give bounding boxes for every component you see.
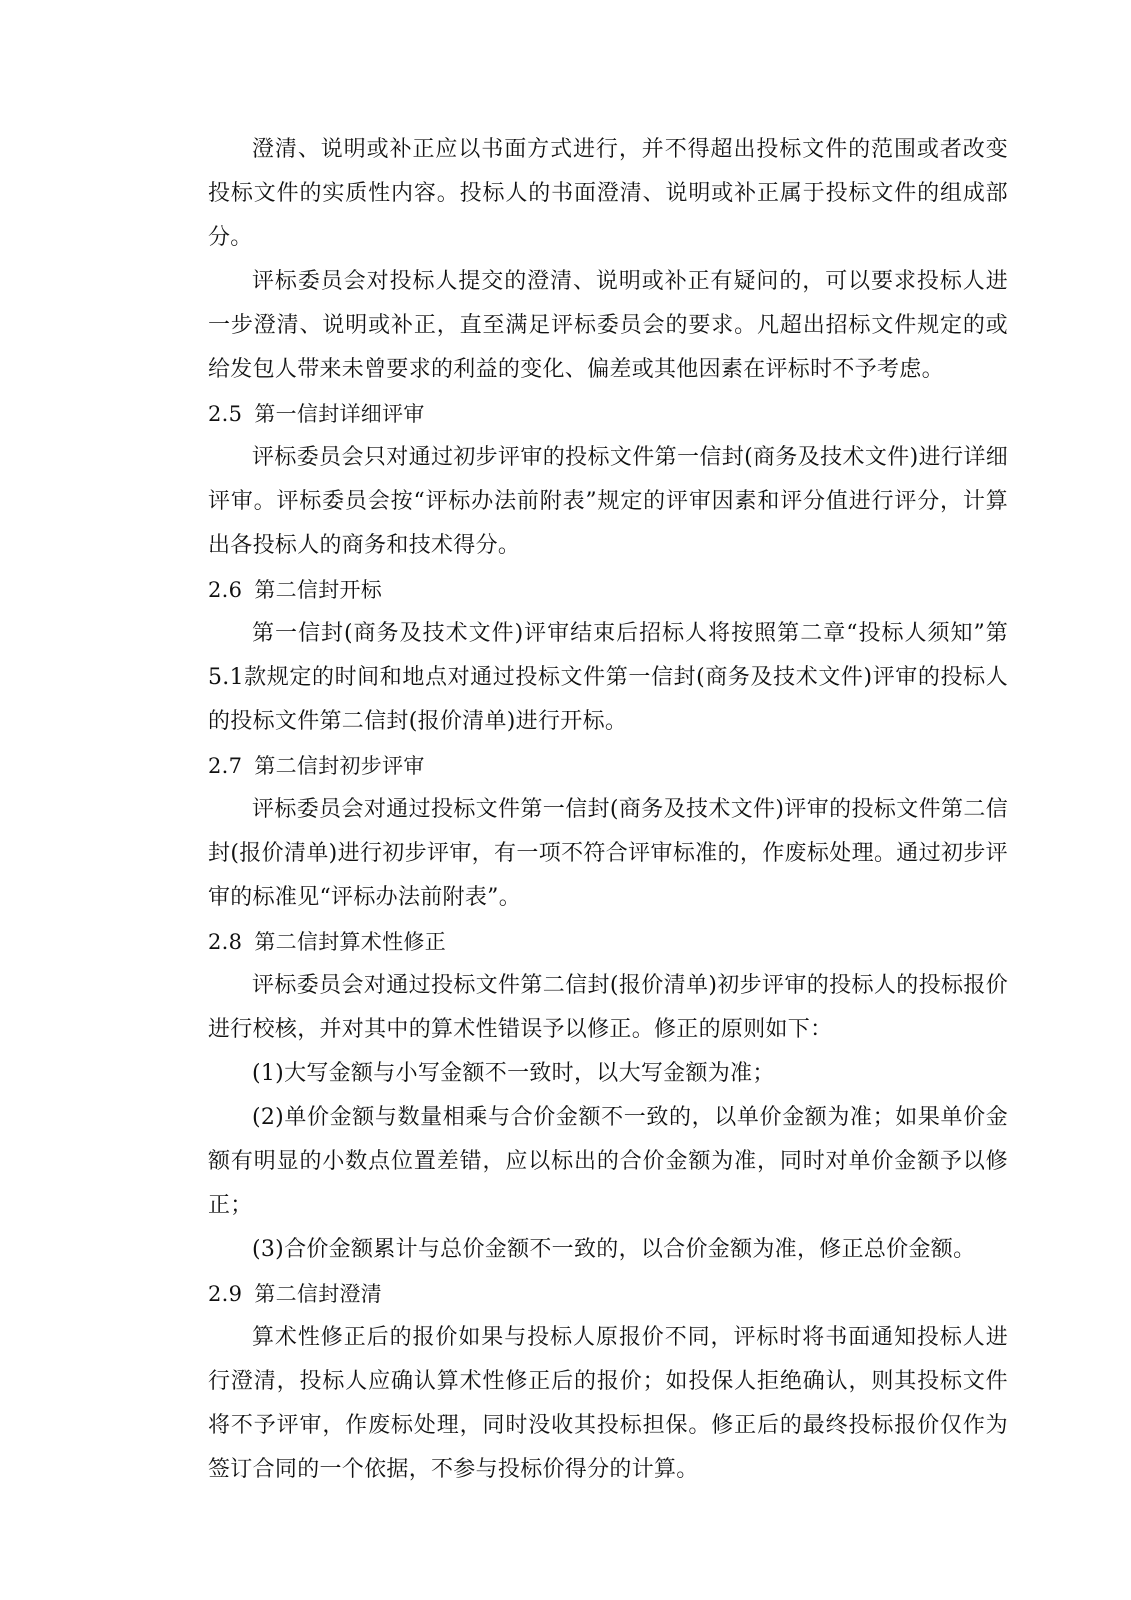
section-title: 第二信封算术性修正 [254,930,447,954]
section-number: 2.8 [208,930,243,954]
section-number: 2.6 [208,578,243,602]
section-heading-2-6 [208,568,1008,612]
paragraph: 第一信封(商务及技术文件)评审结束后招标人将按照第二章“投标人须知”第5.1款规定的时间和地点对通过投标文件第一信封(商务及技术文件)评审的投标人的投标文件第二信封(报价清单)进行开标。 [208,621,1008,734]
paragraph: 算术性修正后的报价如果与投标人原报价不同，评标时将书面通知投标人进行澄清，投标人应确认算术性修正后的报价；如投保人拒绝确认，则其投标文件将不予评审，作废标处理，同时没收其投标担保。修正后的最终投标报价仅作为签订合同的一个依据，不参与投标价得分的计算。 [208,1325,1008,1482]
section-title: 第二信封开标 [254,578,383,602]
paragraph: 评标委员会对投标人提交的澄清、说明或补正有疑问的，可以要求投标人进一步澄清、说明或补正，直至满足评标委员会的要求。凡超出招标文件规定的或给发包人带来未曾要求的利益的变化、偏差或其他因素在评标时不予考虑。 [208,269,1008,382]
list-item: (2)单价金额与数量相乘与合价金额不一致的，以单价金额为准；如果单价金额有明显的小数点位置差错，应以标出的合价金额为准，同时对单价金额予以修正； [208,1105,1008,1218]
section-title: 第二信封澄清 [254,1282,383,1306]
section-heading-2-8 [208,920,1008,964]
section-number: 2.7 [208,754,243,778]
document-page [208,128,1008,1492]
paragraph: 澄清、说明或补正应以书面方式进行，并不得超出投标文件的范围或者改变投标文件的实质性内容。投标人的书面澄清、说明或补正属于投标文件的组成部分。 [208,137,1008,250]
section-title: 第一信封详细评审 [254,402,425,426]
section-title: 第二信封初步评审 [254,754,425,778]
list-item: (1)大写金额与小写金额不一致时，以大写金额为准； [252,1061,775,1086]
section-heading-2-9 [208,1272,1008,1316]
paragraph: 评标委员会对通过投标文件第二信封(报价清单)初步评审的投标人的投标报价进行校核，并对其中的算术性错误予以修正。修正的原则如下： [208,973,1008,1042]
section-number: 2.5 [208,402,243,426]
paragraph: 评标委员会只对通过初步评审的投标文件第一信封(商务及技术文件)进行详细评审。评标委员会按“评标办法前附表”规定的评审因素和评分值进行评分，计算出各投标人的商务和技术得分。 [208,445,1008,558]
section-heading-2-7 [208,744,1008,788]
list-item: (3)合价金额累计与总价金额不一致的，以合价金额为准，修正总价金额。 [252,1237,976,1262]
paragraph: 评标委员会对通过投标文件第一信封(商务及技术文件)评审的投标文件第二信封(报价清单)进行初步评审，有一项不符合评审标准的，作废标处理。通过初步评审的标准见“评标办法前附表”。 [208,797,1008,910]
section-heading-2-5 [208,392,1008,436]
section-number: 2.9 [208,1282,243,1306]
